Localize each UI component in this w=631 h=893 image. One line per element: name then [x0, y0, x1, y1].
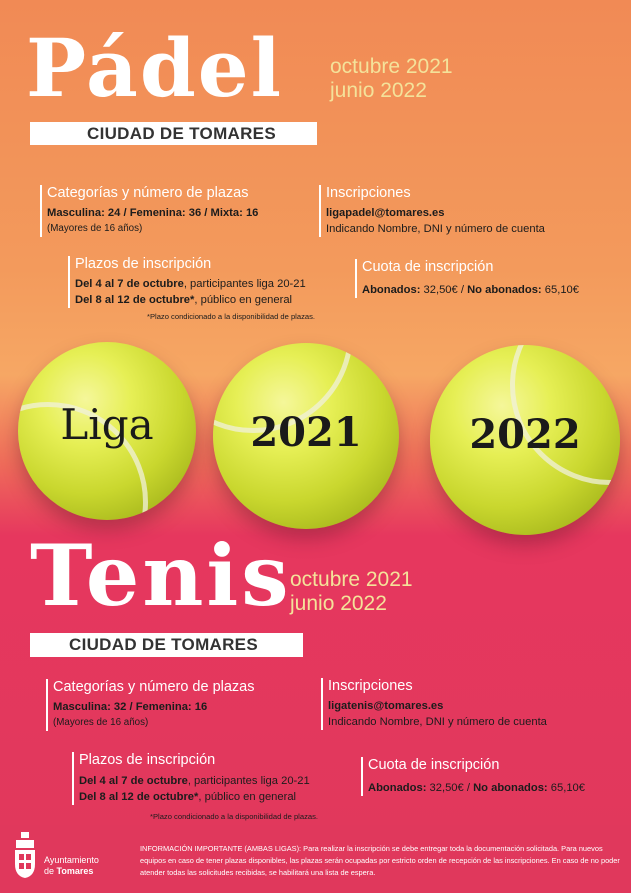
tennis-ball-2022	[430, 345, 620, 535]
padel-dates	[330, 55, 453, 103]
logo-text-line-2	[44, 866, 93, 876]
tenis-cuota-abonados-value: 32,50€ /	[426, 782, 474, 794]
padel-plazo-1-desc: , participantes liga 20-21	[183, 278, 306, 290]
ball-label-liga: Liga	[60, 400, 154, 449]
tenis-cuota-no-abonados-label: No abonados:	[473, 782, 548, 794]
tenis-categorias-age: (Mayores de 16 años)	[53, 717, 149, 728]
tenis-plazo-2-desc: , público en general	[198, 791, 297, 803]
padel-plazo-note: *Plazo condicionado a la disponibilidad de plazas.	[147, 312, 316, 321]
padel-cuota	[355, 259, 579, 298]
padel-inscripciones	[319, 185, 545, 237]
tenis-cuota-abonados-label: Abonados:	[368, 782, 427, 794]
tenis-cuota-no-abonados-value: 65,10€	[547, 782, 585, 794]
tenis-date-end: junio 2022	[290, 592, 387, 615]
tenis-categorias-text: Masculina: 32 / Femenina: 16	[53, 701, 208, 713]
tenis-plazos	[72, 752, 310, 805]
important-info	[140, 843, 620, 879]
tenis-plazo-note: *Plazo condicionado a la disponibilidad de plazas.	[150, 812, 319, 821]
tenis-band: CIUDAD DE TOMARES	[30, 633, 303, 657]
padel-band: CIUDAD DE TOMARES	[30, 122, 317, 145]
padel-categorias-heading: Categorías y número de plazas	[47, 185, 249, 201]
padel-cuota-no-abonados-label: No abonados:	[467, 284, 542, 296]
padel-cuota-abonados-label: Abonados:	[362, 284, 421, 296]
coat-of-arms-icon	[12, 830, 38, 880]
ball-label-2021: 2021	[250, 409, 362, 456]
tenis-inscripciones-email: ligatenis@tomares.es	[328, 700, 444, 712]
padel-inscripciones-text: Indicando Nombre, DNI y número de cuenta	[326, 223, 545, 235]
important-info-label: INFORMACIÓN IMPORTANTE (AMBAS LIGAS):	[140, 844, 302, 853]
logo-text-prefix: de	[44, 866, 57, 876]
tenis-date-start: octubre 2021	[290, 568, 413, 591]
ball-label-2022: 2022	[469, 411, 581, 458]
important-info-text: Para realizar la inscripción se debe entregar toda la documentación solicitada. Para nuevos equipos en caso de tener plazas disponibles, las plazas serán ocupadas por estricto orden de recepción de las inscripciones. En caso de no poder atender todas las solicitudes recibidas, se habilitará una lista de espera.	[140, 844, 620, 877]
tenis-cuota	[361, 757, 585, 796]
tenis-inscripciones-heading: Inscripciones	[328, 678, 413, 694]
tenis-cuota-heading: Cuota de inscripción	[368, 757, 500, 773]
padel-categorias-age: (Mayores de 16 años)	[47, 223, 143, 234]
padel-cuota-no-abonados-value: 65,10€	[541, 284, 579, 296]
padel-cuota-abonados-value: 32,50€ /	[420, 284, 468, 296]
tennis-ball-liga	[18, 342, 196, 520]
tenis-inscripciones	[321, 678, 547, 730]
padel-plazo-2-dates: Del 8 al 12 de octubre*	[75, 294, 195, 306]
tenis-title: Tenis	[30, 526, 292, 625]
padel-cuota-heading: Cuota de inscripción	[362, 259, 494, 275]
tenis-categorias-heading: Categorías y número de plazas	[53, 679, 255, 695]
padel-title: Pádel	[26, 21, 284, 115]
padel-plazos	[68, 256, 306, 308]
padel-categorias	[40, 185, 258, 237]
padel-plazo-1-dates: Del 4 al 7 de octubre	[75, 278, 184, 290]
logo-text-name: Tomares	[56, 866, 94, 876]
tenis-plazos-heading: Plazos de inscripción	[79, 752, 216, 768]
padel-date-start: octubre 2021	[330, 55, 453, 78]
padel-plazos-heading: Plazos de inscripción	[75, 256, 212, 272]
padel-plazo-2-desc: , público en general	[194, 294, 293, 306]
tenis-plazo-1-desc: , participantes liga 20-21	[187, 775, 310, 787]
tenis-categorias	[46, 679, 255, 731]
tennis-ball-2021	[213, 343, 399, 529]
ayuntamiento-logo	[12, 830, 122, 886]
padel-inscripciones-email: ligapadel@tomares.es	[326, 207, 445, 219]
tenis-dates	[290, 568, 413, 616]
padel-inscripciones-heading: Inscripciones	[326, 185, 411, 201]
tenis-inscripciones-text: Indicando Nombre, DNI y número de cuenta	[328, 716, 547, 728]
padel-categorias-text: Masculina: 24 / Femenina: 36 / Mixta: 16	[47, 207, 259, 219]
tenis-plazo-1-dates: Del 4 al 7 de octubre	[79, 775, 188, 787]
tenis-plazo-2-dates: Del 8 al 12 de octubre*	[79, 791, 199, 803]
padel-date-end: junio 2022	[330, 79, 427, 102]
logo-text-line-1: Ayuntamiento	[44, 855, 99, 865]
